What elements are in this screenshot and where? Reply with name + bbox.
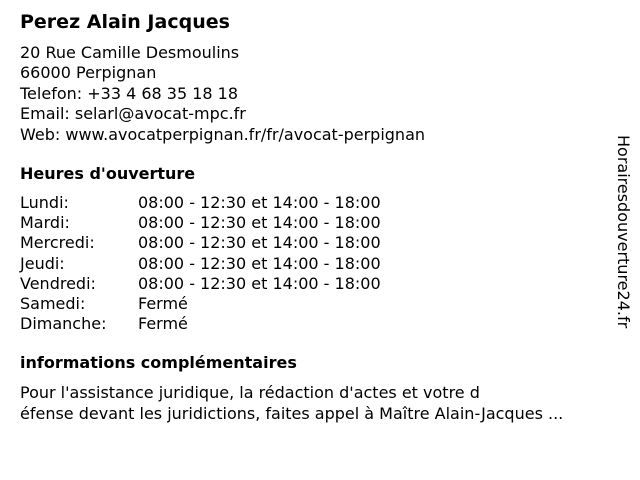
info-description [20,383,563,424]
hours-value: 08:00 - 12:30 et 14:00 - 18:00 [138,273,381,293]
opening-hours-table [20,193,381,334]
day-label: Vendredi: [20,273,96,293]
hours-row-thursday [20,254,381,274]
info-line: Pour l'assistance juridique, la rédaction d'actes et votre d [20,383,480,402]
hours-value: 08:00 - 12:30 et 14:00 - 18:00 [138,233,381,253]
hours-row-wednesday [20,233,381,253]
phone-text: Telefon: +33 4 68 35 18 18 [20,83,239,103]
hours-value: 08:00 - 12:30 et 14:00 - 18:00 [138,253,381,273]
day-label: Lundi: [20,193,69,212]
hours-value: Fermé [138,314,188,334]
hours-row-saturday [20,294,381,314]
hours-value: 08:00 - 12:30 et 14:00 - 18:00 [138,213,381,233]
hours-heading: Heures d'ouverture [20,164,196,183]
day-label: Mercredi: [20,233,95,253]
hours-row-monday [20,193,381,213]
contact-block [20,43,425,145]
address-line-street: 20 Rue Camille Desmoulins [20,43,240,62]
hours-row-tuesday [20,213,381,233]
email-text: Email: selarl@avocat-mpc.fr [20,104,246,124]
hours-value: Fermé [138,294,188,314]
day-label: Jeudi: [20,253,65,273]
hours-row-friday [20,274,381,294]
day-label: Dimanche: [20,314,107,334]
day-label: Samedi: [20,294,86,314]
site-watermark: Horairesdouverture24.fr [614,135,633,329]
address-line-city: 66000 Perpignan [20,63,157,83]
website-text: Web: www.avocatperpignan.fr/fr/avocat-perpignan [20,124,426,144]
hours-row-sunday [20,314,381,334]
hours-value: 08:00 - 12:30 et 14:00 - 18:00 [138,193,381,212]
business-name: Perez Alain Jacques [20,11,230,33]
day-label: Mardi: [20,213,70,233]
info-heading: informations complémentaires [20,353,297,372]
info-line: éfense devant les juridictions, faites appel à Maître Alain-Jacques ... [20,403,564,423]
